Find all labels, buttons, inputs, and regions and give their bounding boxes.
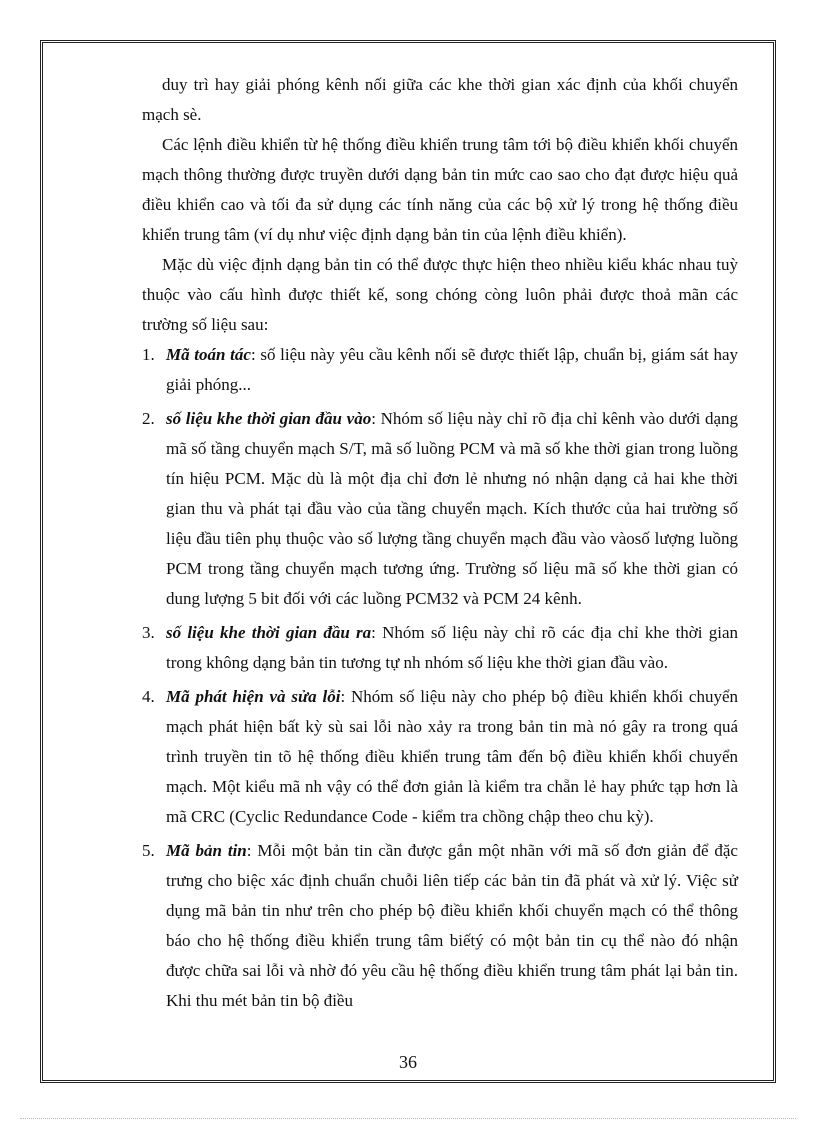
list-item	[142, 340, 738, 400]
list-item	[142, 618, 738, 678]
item-text: : số liệu này yêu cầu kênh nối sẽ được thiết lập, chuẩn bị, giám sát hay giải phóng...	[166, 345, 738, 394]
list-number: 1.	[142, 345, 155, 364]
list-number: 4.	[142, 687, 155, 706]
list-item	[142, 836, 738, 1016]
item-text: : Nhóm số liệu này cho phép bộ điều khiển khối chuyển mạch phát hiện bất kỳ sù sai lỗi nào xảy ra trong bản tin mà nó gây ra trong quá trình truyền tin tõ hệ thống điều khiển trung tâm đến bộ điều khiển khối chuyển mạch. Một kiểu mã nh vậy có thể đơn giản là kiểm tra chẵn lẻ hay phức tạp hơn là mã CRC (Cyclic Redundance Code - kiểm tra chồng chập theo chu kỳ).	[166, 687, 738, 826]
footer-rule	[20, 1118, 796, 1119]
paragraph: Mặc dù việc định dạng bản tin có thể được thực hiện theo nhiều kiểu khác nhau tuỳ thuộc vào cấu hình được thiết kế, song chóng còng luôn phải được thoả mãn các trường số liệu sau:	[142, 255, 738, 334]
item-term: số liệu khe thời gian đầu ra	[166, 623, 372, 642]
page-number: 36	[399, 1052, 417, 1072]
document-body	[142, 70, 738, 1020]
list-number: 5.	[142, 841, 155, 860]
item-text: : Nhóm số liệu này chỉ rõ các địa chỉ khe thời gian trong không dạng bản tin tương tự nh nhóm số liệu khe thời gian đầu vào.	[166, 623, 738, 672]
item-term: Mã bản tin	[166, 841, 247, 860]
item-term: số liệu khe thời gian đầu vào	[166, 409, 372, 428]
list-number: 3.	[142, 623, 155, 642]
paragraph: Các lệnh điều khiển từ hệ thống điều khiển trung tâm tới bộ điều khiển khối chuyển mạch thông thường được truyền dưới dạng bản tin mức cao sao cho đạt được hiệu quả điều khiển cao và tối đa sử dụng các tính năng của các bộ xử lý trong hệ thống điều khiển trung tâm (ví dụ như việc định dạng bản tin của lệnh điều khiển).	[142, 135, 738, 244]
list-item	[142, 682, 738, 832]
list-number: 2.	[142, 409, 155, 428]
item-text: : Nhóm số liệu này chỉ rõ địa chỉ kênh vào dưới dạng mã số tầng chuyển mạch S/T, mã số luồng PCM và mã số khe thời gian trong luồng tín hiệu PCM. Mặc dù là một địa chỉ đơn lẻ nhưng nó nhận dạng cả hai khe thời gian thu và phát tại đầu vào của tầng chuyển mạch. Kích thước của hai trường số liệu đầu tiên phụ thuộc vào số lượng tầng chuyển mạch đầu vào vàosố lượng luồng PCM trong tầng chuyển mạch tương ứng. Trường số liệu mã số khe thời gian có dung lượng 5 bit đối với các luồng PCM32 và PCM 24 kênh.	[166, 409, 739, 608]
item-text: : Mỗi một bản tin cần được gắn một nhãn với mã số đơn giản để đặc trưng cho biệc xác định chuẩn chuỗi liên tiếp các bản tin đã phát và xử lý. Việc sử dụng mã bản tin như trên cho phép bộ điều khiển khối chuyển mạch có thể thông báo cho hệ thống điều khiển trung tâm biếtý có một bản tin cụ thể nào đó nhận được chữa sai lỗi và nhờ đó yêu cầu hệ thống điều khiển trung tâm phát lại bản tin. Khi thu mét bản tin bộ điều	[166, 841, 738, 1010]
paragraph: duy trì hay giải phóng kênh nối giữa các khe thời gian xác định của khối chuyển mạch sè.	[142, 75, 738, 124]
item-term: Mã toán tác	[166, 345, 251, 364]
list-item	[142, 404, 738, 614]
item-term: Mã phát hiện và sửa lỗi	[166, 687, 341, 706]
field-list	[142, 340, 738, 1016]
